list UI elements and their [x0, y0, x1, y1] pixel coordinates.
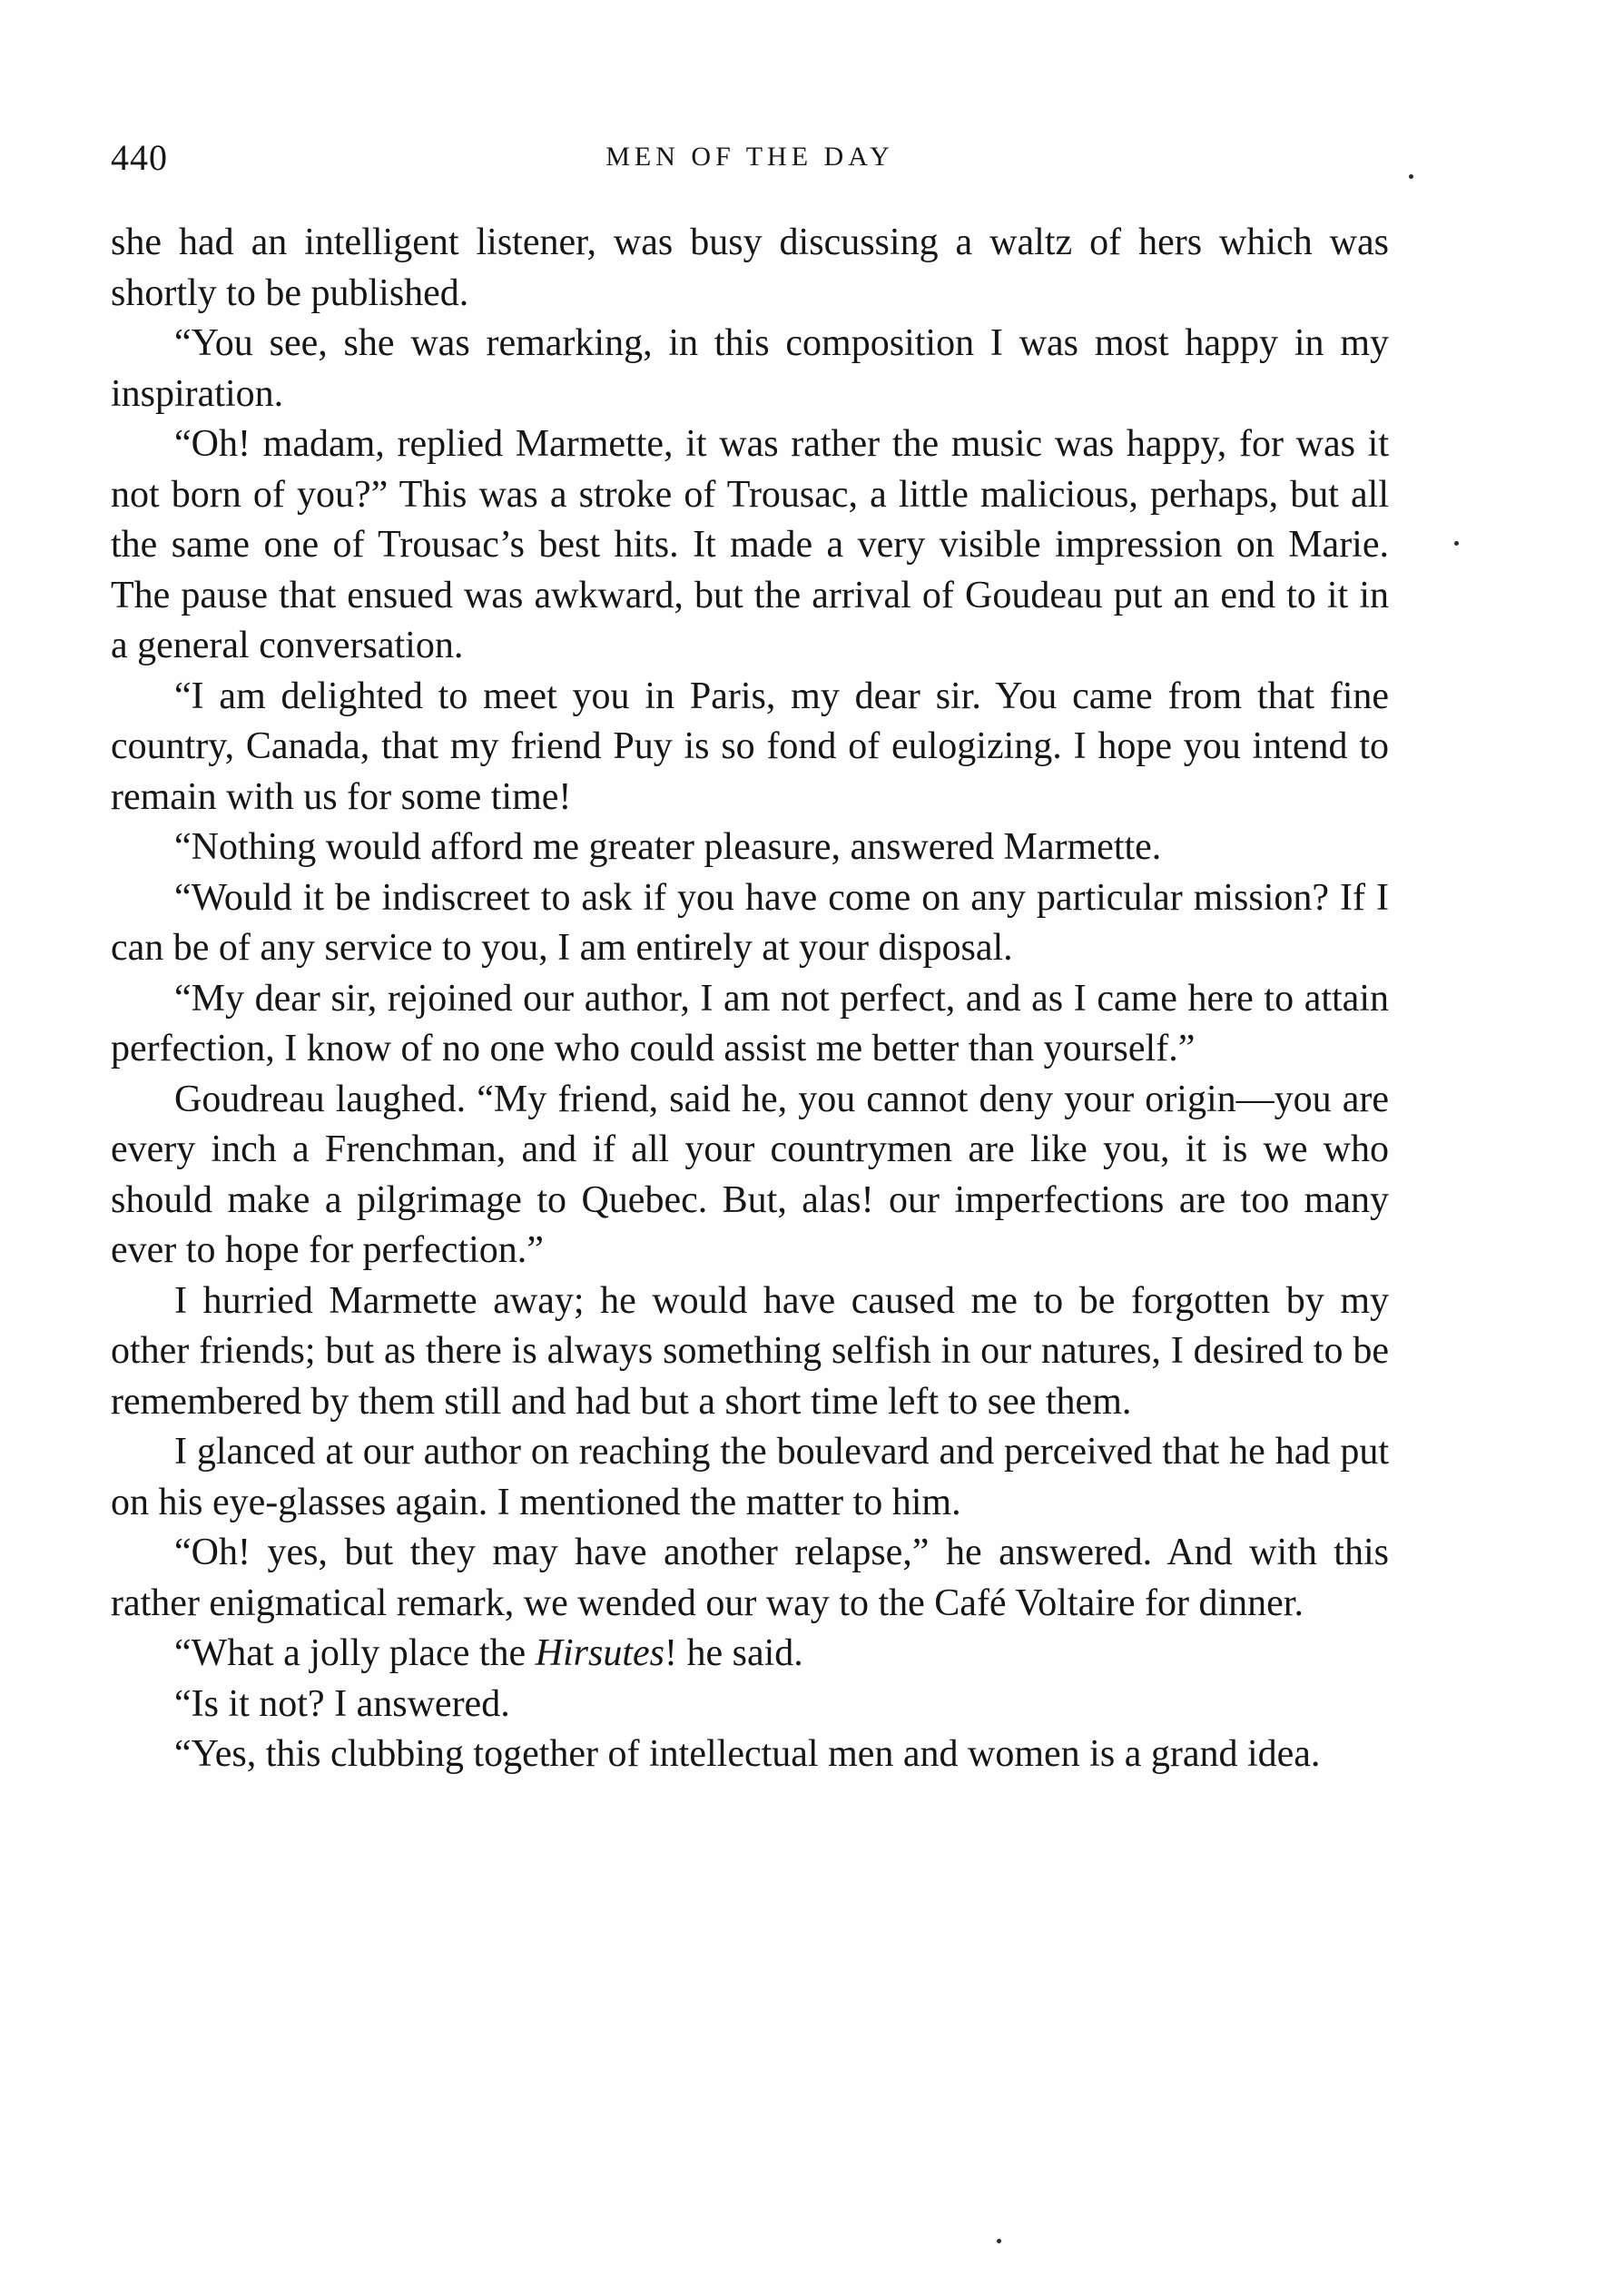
print-speck: [997, 2239, 1001, 2243]
paragraph: “Nothing would afford me greater pleasure, answered Marmette.: [174, 826, 1162, 868]
body-text: [111, 218, 1389, 1780]
paragraph: “Yes, this clubbing together of intellectual men and women is a grand idea.: [174, 1733, 1321, 1775]
paragraph: “Oh! yes, but they may have another relapse,” he answered. And with this rather enigmatical remark, we wended our way to the Café Voltaire for dinner.: [111, 1532, 1389, 1624]
paragraph-text: “What a jolly place the: [174, 1632, 536, 1674]
running-title: MEN OF THE DAY: [605, 142, 894, 172]
print-speck: [1454, 541, 1459, 546]
paragraph: “Oh! madam, replied Marmette, it was rather the music was happy, for was it not born of you?” This was a stroke of Trousac, a little malicious, perhaps, but all the same one of Trousac’s best hits. It made a very visible impression on Marie. The pause that ensued was awkward, but the arrival of Goudeau put an end to it in a general conversation.: [111, 423, 1389, 666]
paragraph: “My dear sir, rejoined our author, I am not perfect, and as I came here to attain perfection, I know of no one who could assist me better than yourself.”: [111, 977, 1389, 1069]
paragraph: “I am delighted to meet you in Paris, my dear sir. You came from that fine country, Canada, that my friend Puy is so fond of eulogizing. I hope you intend to remain with us for some time!: [111, 675, 1389, 818]
paragraph: “You see, she was remarking, in this composition I was most happy in my inspiration.: [111, 322, 1389, 415]
paragraph: [111, 1629, 1389, 1680]
running-head: [111, 136, 1389, 191]
paragraph: I hurried Marmette away; he would have caused me to be forgotten by my other friends; but as there is always something selfish in our natures, I desired to be remembered by them still and had but a short time left to see them.: [111, 1279, 1389, 1423]
paragraph: I glanced at our author on reaching the boulevard and perceived that he had put on his eye-glasses again. I mentioned the matter to him.: [111, 1431, 1389, 1523]
italic-title: Hirsutes: [535, 1632, 665, 1674]
print-speck: [1409, 174, 1413, 179]
paragraph: “Is it not? I answered.: [174, 1682, 510, 1725]
page-number: 440: [111, 137, 168, 178]
paragraph: she had an intelligent listener, was busy discussing a waltz of hers which was shortly to be published.: [111, 222, 1389, 314]
paragraph: “Would it be indiscreet to ask if you have come on any particular mission? If I can be of any service to you, I am entirely at your disposal.: [111, 876, 1389, 969]
paragraph-text: ! he said.: [664, 1632, 803, 1674]
paragraph: Goudreau laughed. “My friend, said he, you cannot deny your origin—you are every inch a Frenchman, and if all your countrymen are like you, it is we who should make a pilgrimage to Quebec. But, alas! our imperfections are too many ever to hope for perfection.”: [111, 1078, 1389, 1271]
